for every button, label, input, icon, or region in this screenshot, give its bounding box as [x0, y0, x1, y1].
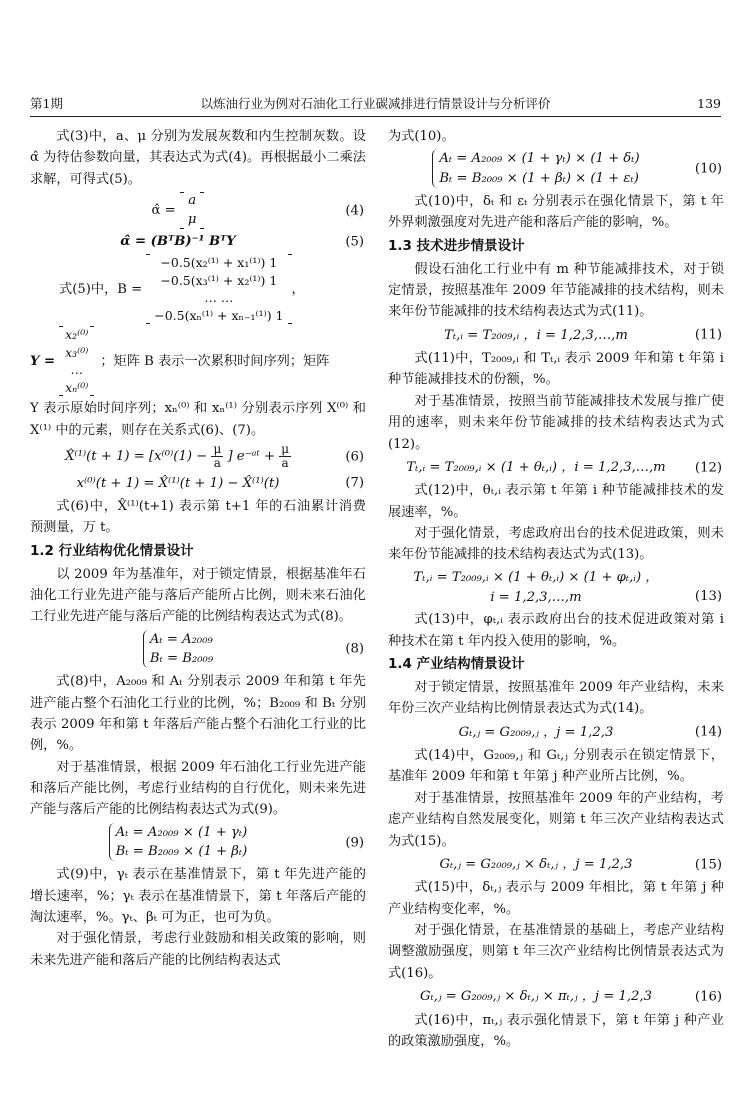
equation-line: Bₜ = B₂₀₀₉	[149, 650, 214, 666]
matrix-entry: x₃⁽⁰⁾	[65, 344, 89, 360]
equation-6	[30, 443, 366, 470]
paragraph: 式(11)中，T₂₀₀₉,ᵢ 和 Tₜ,ᵢ 表示 2009 年和第 t 年第 i 种节能减排技术的份额，%。	[388, 351, 724, 388]
matrix	[59, 326, 94, 396]
equation-4	[30, 192, 366, 229]
fraction-denominator: a	[281, 456, 289, 471]
fraction-numerator: μ	[213, 442, 222, 457]
equation-line: i = 1,2,3,…,m	[490, 589, 582, 605]
paragraph: 对于基准情景，按照当前节能减排技术发展与推广使用的速率，则未来年份节能减排的技术结构表达式为式(12)。	[388, 393, 724, 452]
equation-12	[388, 457, 724, 478]
equation-11	[388, 325, 724, 346]
paragraph: 式(3)中，a、μ 分别为发展灰数和内生控制灰数。设 α̂ 为待估参数向量，其表达式为式(4)。再根据最小二乘法求解，可得式(5)。	[30, 129, 366, 187]
paragraph: 对于基准情景，根据 2009 年石油化工行业先进产能和落后产能比例，考虑行业结构的自行优化，则未来先进产能与落后产能的比例结构表达式为式(9)。	[30, 759, 366, 818]
equation-number: (8)	[345, 641, 364, 657]
equation-number: (13)	[694, 588, 722, 604]
equation-body: x⁽⁰⁾(t + 1) = X̂⁽¹⁾(t + 1) − X̂⁽¹⁾(t)	[76, 475, 280, 491]
equation-7	[30, 473, 366, 494]
header-rule	[30, 116, 721, 117]
equation-line: Aₜ = A₂₀₀₉ × (1 + γₜ) × (1 + δₜ)	[439, 151, 640, 167]
issue-label: 第1期	[30, 96, 63, 111]
matrix-y-definition	[30, 326, 366, 396]
equation-body: Tₜ,ᵢ = T₂₀₀₉,ᵢ × (1 + θₜ,ᵢ) ，i = 1,2,3,…,m	[406, 459, 666, 475]
fraction-numerator: μ	[281, 442, 290, 457]
equation-5	[30, 231, 366, 252]
right-column	[388, 126, 724, 1052]
paragraph: 假设石油化工行业中有 m 种节能减排技术，对于锁定情景，按照基准年 2009 年节能减排的技术结构，则未来年份节能减排的技术结构表达式为式(11)。	[388, 261, 724, 320]
running-header	[30, 94, 721, 116]
matrix	[146, 254, 291, 324]
equation-body: Tₜ,ᵢ = T₂₀₀₉,ᵢ ，i = 1,2,3,…,m	[444, 327, 628, 343]
equation-line: Bₜ = B₂₀₀₉ × (1 + βₜ) × (1 + εₜ)	[439, 170, 639, 186]
section-heading: 1.3 技术进步情景设计	[388, 237, 525, 254]
equation-number: (7)	[345, 475, 364, 491]
equation-number: (10)	[694, 161, 722, 177]
equation-number: (12)	[694, 459, 722, 475]
equation-number: (11)	[694, 327, 722, 343]
matrix-entry: …	[70, 362, 83, 378]
paragraph: 式(10)中，δₜ 和 εₜ 分别表示在强化情景下，第 t 年外界刺激强度对先进产能和落后产能的影响，%。	[388, 193, 724, 231]
equation-line: Aₜ = A₂₀₀₉ × (1 + γₜ)	[115, 824, 248, 840]
equation-number: (16)	[694, 989, 722, 1005]
equation-line: Tₜ,ᵢ = T₂₀₀₉,ᵢ × (1 + θₜ,ᵢ) × (1 + φₜ,ᵢ) ，	[413, 569, 659, 585]
equation-part: ] e⁻ᵃᵗ +	[227, 449, 276, 465]
fraction-denominator: a	[213, 456, 221, 471]
matrix-entry: x₂⁽⁰⁾	[65, 327, 89, 343]
left-column	[30, 126, 366, 971]
paragraph: 式(14)中，G₂₀₀₉,ⱼ 和 Gₜ,ⱼ 分别表示在锁定情景下，基准年 2009 年和第 t 年第 j 种产业所占比例，%。	[388, 748, 724, 785]
section-heading: 1.4 产业结构情景设计	[388, 656, 525, 673]
punctuation: ，	[291, 281, 305, 297]
equation-15	[388, 854, 724, 875]
equation-14	[388, 722, 724, 743]
matrix-row: −0.5(x₃⁽¹⁾ + x₂⁽¹⁾) 1	[160, 272, 278, 288]
equation-system	[432, 149, 639, 187]
paragraph: 对于强化情景，考虑政府出台的技术促进政策，则未来年份节能减排的技术结构表达式为式(13)。	[388, 526, 724, 563]
equation-system	[143, 630, 213, 668]
paragraph: 式(8)中，A₂₀₀₉ 和 Aₜ 分别表示 2009 年和第 t 年先进产能占整个石油化工行业的比例，%；B₂₀₀₉ 和 Bₜ 分别表示 2009 年和第 t 年落后产能占整个石油化工行业的比例，%。	[30, 674, 366, 754]
paragraph: 对于锁定情景，按照基准年 2009 年产业结构，未来年份三次产业结构比例情景表达式为式(14)。	[388, 679, 724, 717]
matrix-row: −0.5(x₂⁽¹⁾ + x₁⁽¹⁾) 1	[160, 255, 278, 271]
paragraph: 式(9)中，γₜ 表示在基准情景下，第 t 年先进产能的增长速率，%；γₜ 表示在基准情景下，第 t 年落后产能的淘汰速率，%。γₜ、βₜ 可为正，也可为负。	[30, 867, 366, 926]
paragraph: 式(6)中，X̂⁽¹⁾(t+1) 表示第 t+1 年的石油累计消费预测量，万 t。	[30, 498, 366, 536]
equation-number: (5)	[345, 234, 364, 250]
paragraph: 为式(10)。	[388, 129, 455, 144]
equation-body: Gₜ,ⱼ = G₂₀₀₉,ⱼ ，j = 1,2,3	[458, 724, 614, 740]
equation-10	[388, 149, 724, 189]
equation-number: (9)	[345, 834, 364, 850]
equation-body: Gₜ,ⱼ = G₂₀₀₉,ⱼ × δₜ,ⱼ ，j = 1,2,3	[439, 856, 633, 872]
paragraph: 对于基准情景，按照基准年 2009 年的产业结构，考虑产业结构自然发展变化，则第 t 年三次产业结构表达式为式(15)。	[388, 790, 724, 849]
equation-lhs: α̂ =	[151, 203, 176, 219]
equation-number: (6)	[345, 449, 364, 465]
section-heading: 1.2 行业结构优化情景设计	[30, 542, 194, 559]
matrix-y-caption: ；矩阵 B 表示一次累积时间序列；矩阵	[100, 353, 330, 369]
equation-number: (14)	[694, 724, 722, 740]
running-title: 以炼油行业为例对石油化工行业碳减排进行情景设计与分析评价	[200, 96, 551, 111]
equation-number: (15)	[694, 856, 722, 872]
equation-part: X̂⁽¹⁾(t + 1) = [x⁽⁰⁾(1) −	[64, 449, 208, 465]
paragraph: 式(13)中，φₜ,ᵢ 表示政府出台的技术促进政策对第 i 种技术在第 t 年内投入使用的影响，%。	[388, 612, 724, 649]
matrix-entry: μ	[187, 211, 197, 227]
paragraph: 以 2009 年为基准年，对于锁定情景，根据基准年石油化工行业先进产能与落后产能所占比例，则未来石油化工行业先进产能与落后产能的比例结构表达式为式(8)。	[30, 566, 366, 625]
equation-9	[30, 823, 366, 863]
equation-body: Gₜ,ⱼ = G₂₀₀₉,ⱼ × δₜ,ⱼ × πₜ,ⱼ ，j = 1,2,3	[419, 989, 653, 1005]
paragraph: 式(16)中，πₜ,ⱼ 表示强化情景下，第 t 年第 j 种产业的政策激励强度，%。	[388, 1012, 724, 1049]
matrix-entry: xₙ⁽⁰⁾	[65, 379, 89, 395]
equation-line: Bₜ = B₂₀₀₉ × (1 + βₜ)	[115, 843, 248, 859]
paragraph: 对于强化情景，考虑行业鼓励和相关政策的影响，则未来先进产能和落后产能的比例结构表达式	[30, 931, 366, 968]
matrix	[180, 192, 205, 229]
paragraph: 式(12)中，θₜ,ᵢ 表示第 t 年第 i 种节能减排技术的发展速率，%。	[388, 483, 724, 520]
equation-body: α̂ = (BᵀB)⁻¹ BᵀY	[120, 234, 236, 250]
equation-13	[388, 568, 724, 608]
paragraph: 对于强化情景，在基准情景的基础上，考虑产业结构调整激励强度，则第 t 年三次产业结构比例情景表达式为式(16)。	[388, 923, 724, 981]
equation-line: Aₜ = A₂₀₀₉	[149, 631, 213, 647]
equation-16	[388, 986, 724, 1007]
equation-number: (4)	[345, 202, 364, 218]
matrix-label: 式(5)中，B =	[59, 281, 143, 297]
matrix-row: … …	[204, 290, 234, 306]
fraction	[279, 443, 291, 470]
matrix-row: −0.5(xₙ⁽¹⁾ + xₙ₋₁⁽¹⁾) 1	[154, 307, 284, 323]
paragraph: Y 表示原始时间序列；xₙ⁽⁰⁾ 和 xₙ⁽¹⁾ 分别表示序列 X⁽⁰⁾ 和 X⁽¹⁾ 中的元素，则存在关系式(6)、(7)。	[30, 401, 366, 438]
page-number: 139	[697, 96, 721, 111]
matrix-label: Y =	[30, 353, 56, 369]
matrix-entry: a	[188, 193, 197, 209]
matrix-b-definition	[30, 254, 366, 324]
equation-system	[109, 823, 248, 861]
paragraph: 式(15)中，δₜ,ⱼ 表示与 2009 年相比，第 t 年第 j 种产业结构变化率，%。	[388, 880, 724, 917]
fraction	[211, 443, 223, 470]
equation-8	[30, 630, 366, 670]
